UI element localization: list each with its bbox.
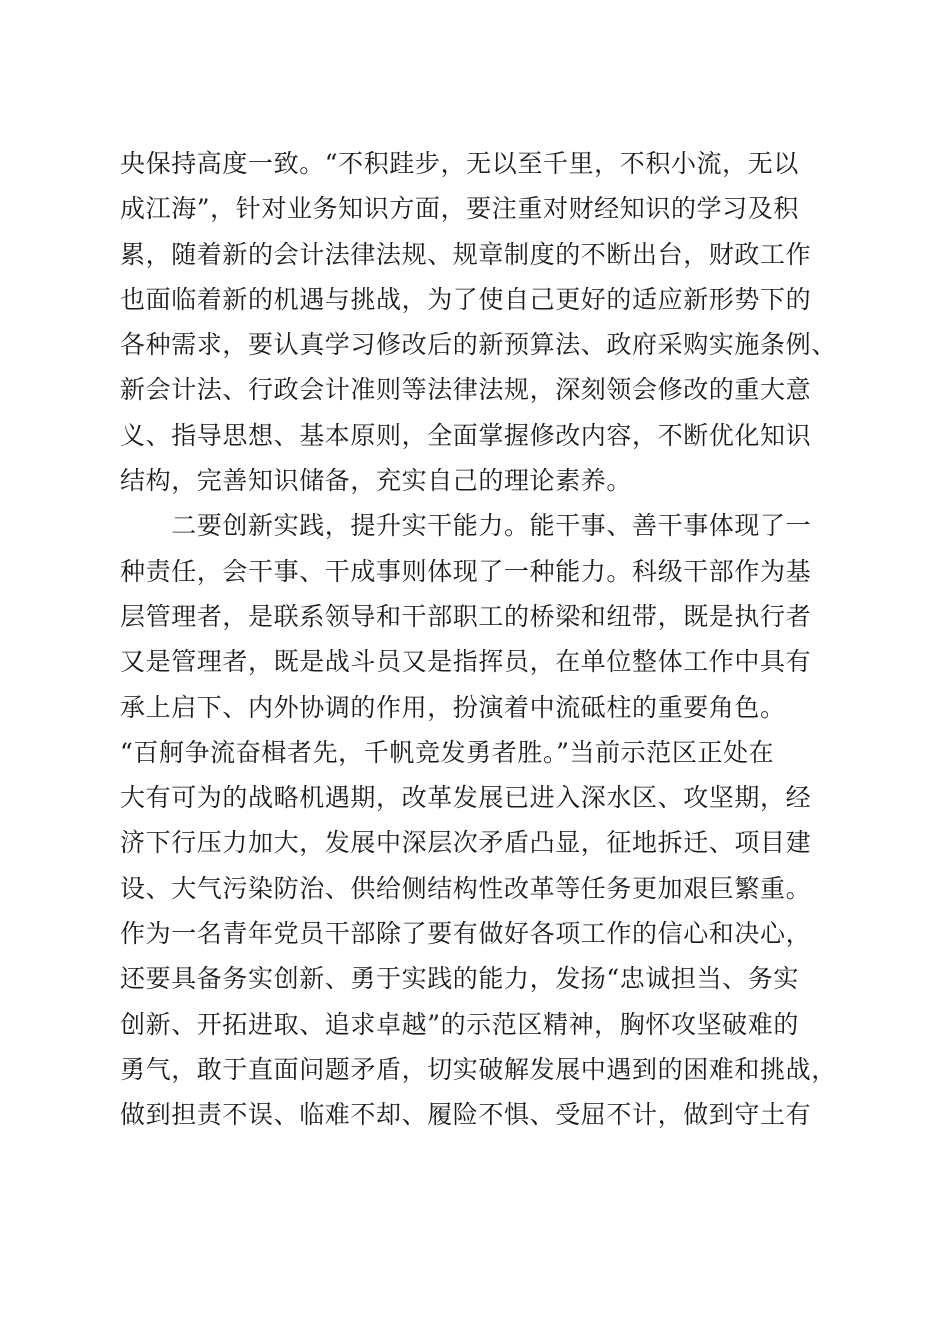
text-line: 也面临着新的机遇与挑战，为了使自己更好的适应新形势下的: [120, 284, 812, 314]
text-line: 层管理者，是联系领导和干部职工的桥梁和纽带，既是执行者: [120, 601, 812, 631]
text-line: 结构，完善知识储备，充实自己的理论素养。: [120, 466, 633, 496]
text-line: 勇气，敢于直面问题矛盾，切实破解发展中遇到的困难和挑战，: [120, 1054, 837, 1084]
text-line: 成江海”，针对业务知识方面，要注重对财经知识的学习及积: [120, 194, 799, 224]
text-line: 各种需求，要认真学习修改后的新预算法、政府采购实施条例、: [120, 330, 837, 360]
text-line: 创新、开拓进取、追求卓越”的示范区精神，胸怀攻坚破难的: [120, 1009, 799, 1039]
text-line: 义、指导思想、基本原则，全面掌握修改内容，不断优化知识: [120, 420, 812, 450]
text-line: “百舸争流奋楫者先，千帆竞发勇者胜。”当前示范区正处在: [120, 737, 775, 767]
body-text: [120, 141, 860, 1138]
text-line: 做到担责不误、临难不却、履险不惧、受屈不计，做到守土有: [120, 1100, 812, 1130]
text-line: 累，随着新的会计法律法规、规章制度的不断出台，财政工作: [120, 239, 812, 269]
text-line: 作为一名青年党员干部除了要有做好各项工作的信心和决心，: [120, 919, 812, 949]
text-line: 还要具备务实创新、勇于实践的能力，发扬“忠诚担当、务实: [120, 964, 799, 994]
text-line: 又是管理者，既是战斗员又是指挥员，在单位整体工作中具有: [120, 647, 812, 677]
paragraph-start-line: 二要创新实践，提升实干能力。能干事、善干事体现了一: [120, 511, 812, 541]
text-line: 种责任，会干事、干成事则体现了一种能力。科级干部作为基: [120, 556, 812, 586]
text-line: 承上启下、内外协调的作用，扮演着中流砥柱的重要角色。: [120, 692, 786, 722]
text-line: 设、大气污染防治、供给侧结构性改革等任务更加艰巨繁重。: [120, 873, 812, 903]
text-line: 大有可为的战略机遇期，改革发展已进入深水区、攻坚期，经: [120, 783, 812, 813]
text-line: 新会计法、行政会计准则等法律法规，深刻领会修改的重大意: [120, 375, 812, 405]
text-line: 央保持高度一致。“不积跬步，无以至千里，不积小流，无以: [120, 149, 799, 178]
text-line: 济下行压力加大，发展中深层次矛盾凸显，征地拆迁、项目建: [120, 828, 812, 858]
